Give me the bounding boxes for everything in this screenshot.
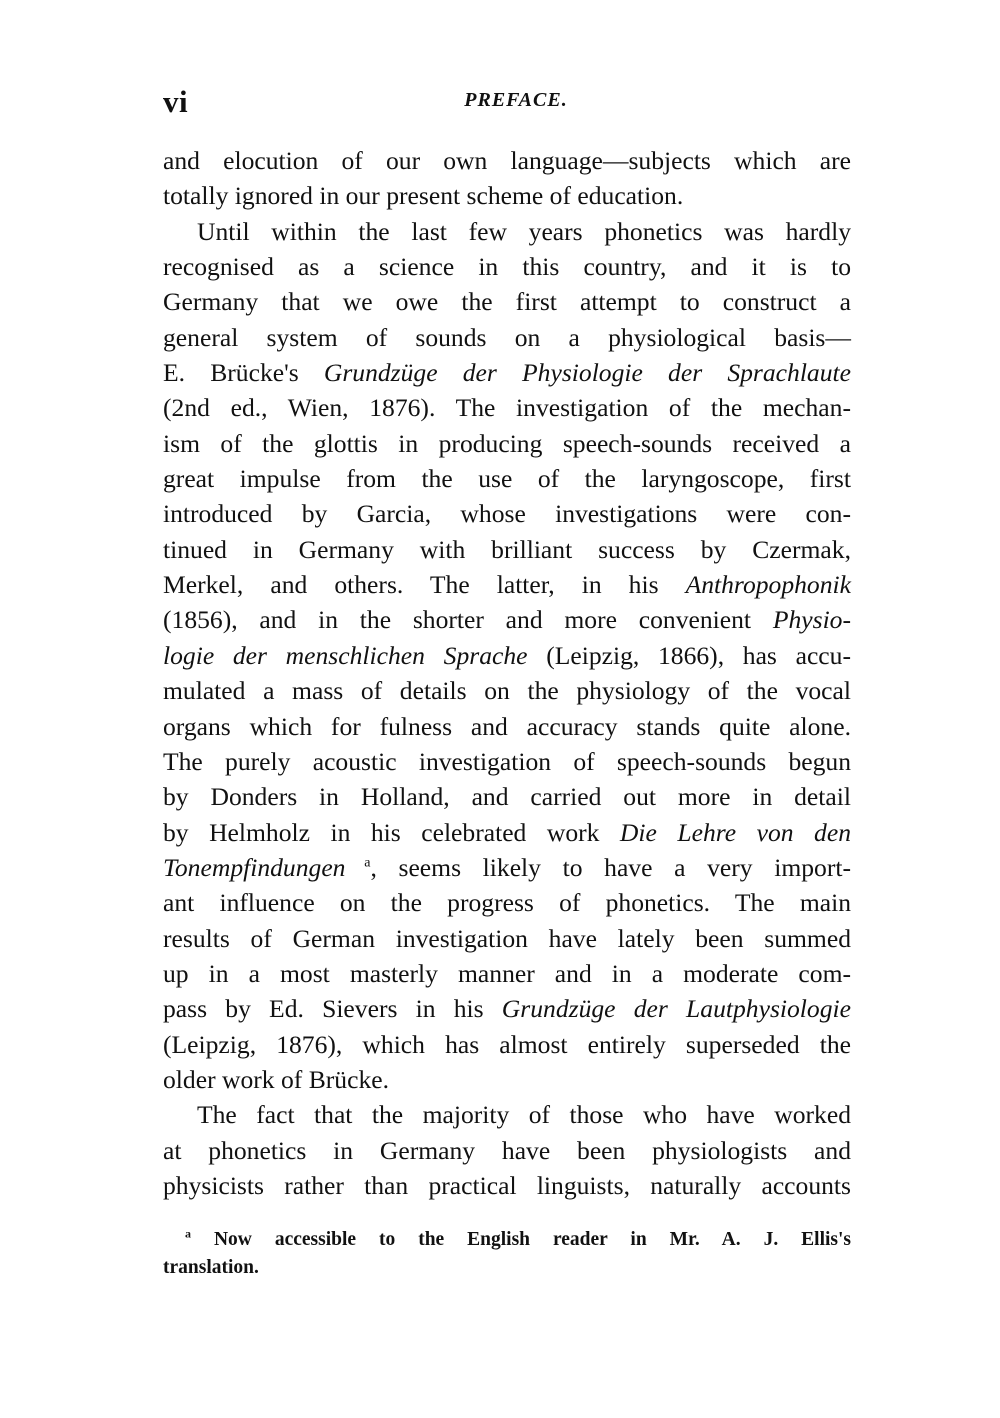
text-line: mulated a mass of details on the physiology of the vocal	[163, 676, 851, 706]
italic-title: Die Lehre von den	[619, 817, 851, 847]
page-number: vi	[163, 84, 189, 119]
text-line: introduced by Garcia, whose investigations were con-	[163, 499, 851, 529]
text-line: and elocution of our own language—subjects which are	[163, 146, 851, 175]
text-line: by Donders in Holland, and carried out more in detail	[163, 782, 851, 812]
text-line: The purely acoustic investigation of speech-sounds begun	[163, 746, 851, 776]
text-line	[163, 991, 851, 1026]
text-line: (Leipzig, 1876), which has almost entirely superseded the	[163, 1029, 851, 1059]
text-line	[163, 602, 851, 637]
text-run: (Leipzig, 1866), has accu-	[527, 640, 851, 670]
text-run: (1856), and in the shorter and more convenient	[163, 605, 773, 635]
text-line: (2nd ed., Wien, 1876). The investigation of the mechan-	[163, 393, 851, 423]
footnote	[163, 1226, 851, 1282]
text-line: ant influence on the progress of phonetics. The main	[163, 888, 851, 918]
text-line: physicists rather than practical linguists, naturally accounts	[163, 1170, 851, 1200]
text-line: recognised as a science in this country, and it is to	[163, 252, 851, 282]
text-line: organs which for fulness and accuracy stands quite alone.	[163, 711, 851, 741]
footnote-line: translation.	[163, 1257, 259, 1278]
text-line: results of German investigation have lately been summed	[163, 923, 851, 953]
text-line	[163, 567, 851, 602]
body-text	[163, 143, 851, 1203]
footnote-line	[163, 1226, 851, 1254]
text-line	[163, 355, 851, 390]
italic-title: Grundzüge der Lautphysiologie	[501, 994, 851, 1024]
italic-title: logie der menschlichen Sprache	[163, 640, 528, 670]
text-line: Germany that we owe the first attempt to construct a	[163, 287, 851, 317]
text-run: , seems likely to have a very import-	[370, 852, 851, 882]
text-line: great impulse from the use of the laryngoscope, first	[163, 464, 851, 494]
footnote-marker: a	[185, 1226, 191, 1241]
italic-title: Anthropophonik	[685, 570, 851, 600]
italic-title: Tonempfindungen	[163, 852, 346, 882]
text-line: totally ignored in our present scheme of education.	[163, 181, 684, 211]
text-run: by Helmholz in his celebrated work	[163, 817, 620, 847]
text-line	[163, 815, 851, 850]
text-line: older work of Brücke.	[163, 1064, 390, 1094]
text-line: ism of the glottis in producing speech-sounds received a	[163, 428, 851, 458]
text-line: at phonetics in Germany have been physiologists and	[163, 1135, 851, 1165]
text-line: Until within the last few years phonetics was hardly	[197, 216, 851, 246]
footnote-text: Now accessible to the English reader in Mr. A. J. Ellis's	[213, 1229, 851, 1250]
italic-title: Grundzüge der Physiologie der Sprachlaute	[323, 358, 851, 388]
italic-title: Physio-	[772, 605, 851, 635]
text-line	[163, 638, 851, 673]
text-line: The fact that the majority of those who have worked	[197, 1100, 851, 1130]
footnote-reference[interactable]: a	[345, 855, 371, 871]
page-header	[163, 84, 851, 120]
text-run: E. Brücke's	[163, 358, 324, 388]
running-head: PREFACE.	[464, 89, 568, 111]
text-run: pass by Ed. Sievers in his	[163, 994, 502, 1024]
text-line: tinued in Germany with brilliant success by Czermak,	[163, 534, 851, 564]
text-line: general system of sounds on a physiological basis—	[163, 322, 851, 352]
text-line	[163, 850, 851, 885]
text-line: up in a most masterly manner and in a moderate com-	[163, 958, 851, 988]
text-run: Merkel, and others. The latter, in his	[163, 570, 686, 600]
